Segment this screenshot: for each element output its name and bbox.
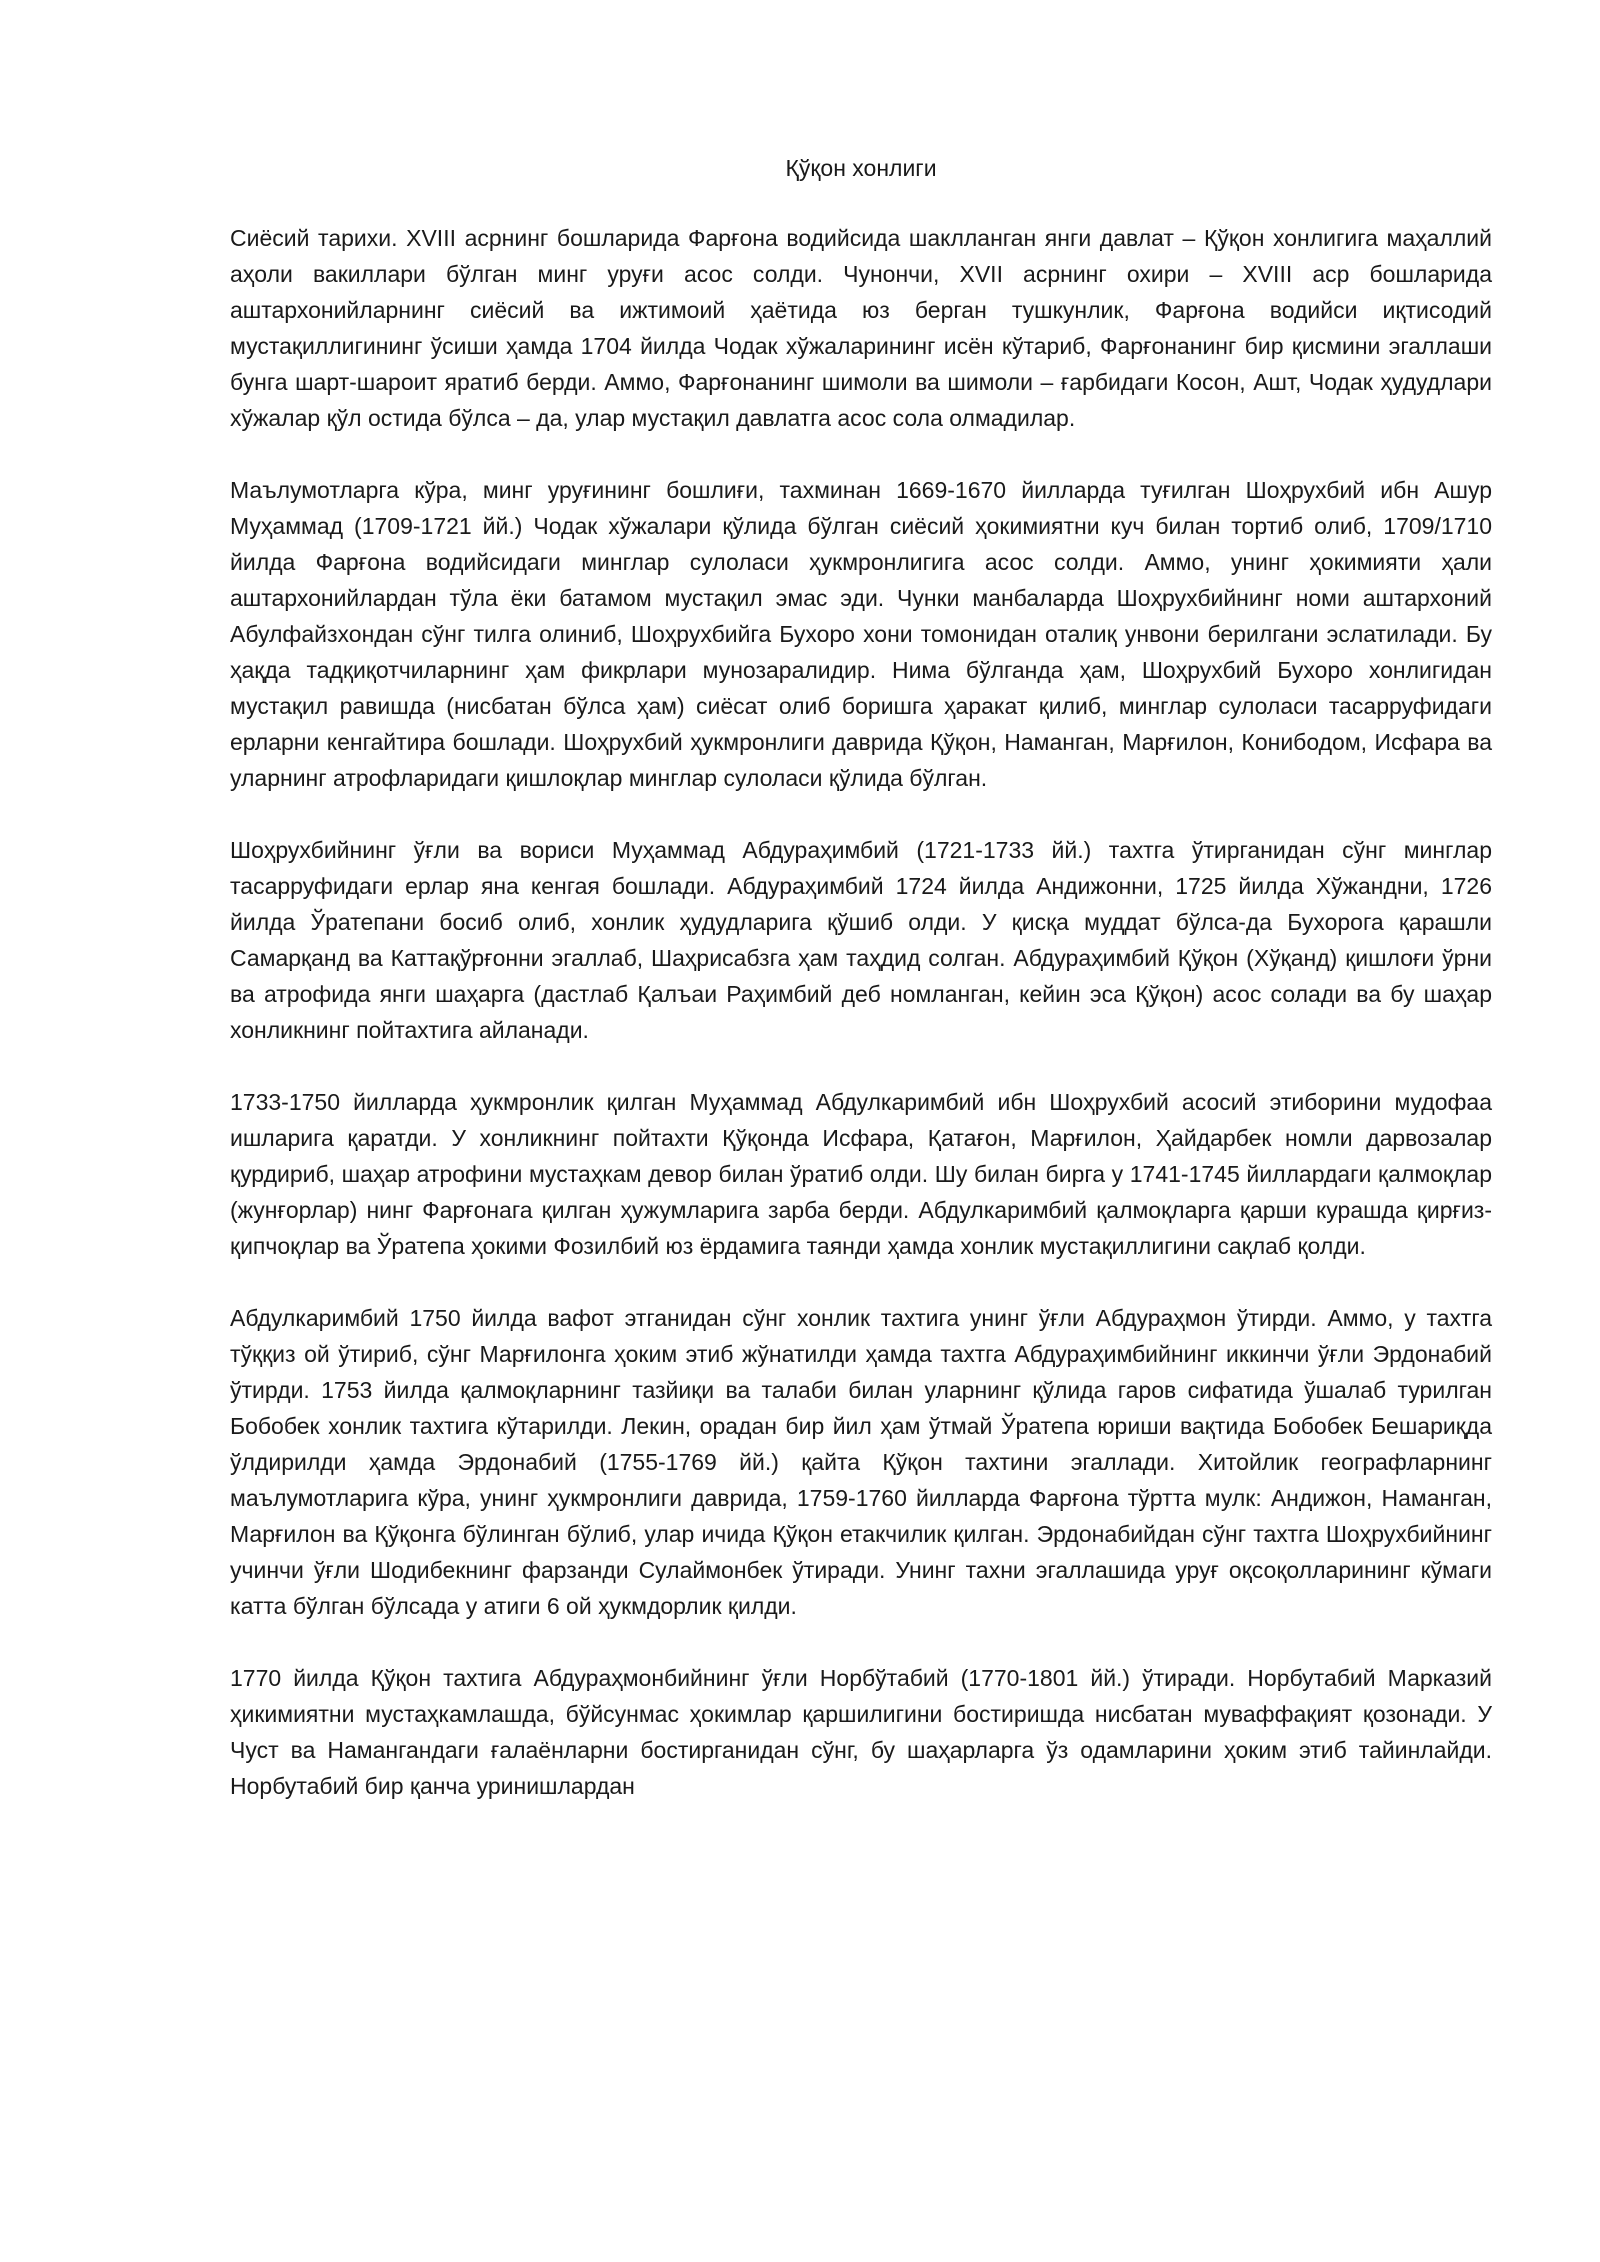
paragraph-4: 1733-1750 йилларда ҳукмронлик қилган Муҳаммад Абдулкаримбий ибн Шоҳрухбий асосий этиборини мудофаа ишларига қаратди. У хонликнинг пойтахти Қўқонда Исфара, Қатағон, Марғилон, Ҳайдарбек номли дарвозалар қурдириб, шаҳар атрофини мустаҳкам девор билан ўратиб олди. Шу билан бирга у 1741-1745 йиллардаги қалмоқлар (жунғорлар) нинг Фарғонага қилган ҳужумларига зарба берди. Абдулкаримбий қалмоқларга қарши курашда қирғиз-қипчоқлар ва Ўратепа ҳокими Фозилбий юз ёрдамига таянди ҳамда хонлик мустақиллигини сақлаб қолди. (230, 1089, 1492, 1259)
document-title: Қўқон хонлиги (785, 155, 937, 181)
paragraph-6: 1770 йилда Қўқон тахтига Абдураҳмонбийнинг ўғли Норбўтабий (1770-1801 йй.) ўтиради. Норбутабий Марказий ҳикимиятни мустаҳкамлашда, бўйсунмас ҳокимлар қаршилигини бостиришда нисбатан муваффақият қозонади. У Чуст ва Намангандаги ғалаёнларни бостирганидан сўнг, бу шаҳарларга ўз одамларини ҳоким этиб тайинлайди. Норбутабий бир қанча уринишлардан (230, 1665, 1492, 1799)
document-page (230, 150, 1492, 1840)
paragraph-1: Сиёсий тарихи. XVIII асрнинг бошларида Фарғона водийсида шаклланган янги давлат – Қўқон хонлигига маҳаллий аҳоли вакиллари бўлган минг уруғи асос солди. Чунончи, XVII асрнинг охири – XVIII аср бошларида аштархонийларнинг сиёсий ва ижтимоий ҳаётида юз берган тушкунлик, Фарғона водийси иқтисодий мустақиллигининг ўсиши ҳамда 1704 йилда Чодак хўжаларининг исён кўтариб, Фарғонанинг бир қисмини эгаллаши бунга шарт-шароит яратиб берди. Аммо, Фарғонанинг шимоли ва шимоли – ғарбидаги Косон, Ашт, Чодак ҳудудлари хўжалар қўл остида бўлса – да, улар мустақил давлатга асос сола олмадилар. (230, 225, 1492, 431)
paragraph-5: Абдулкаримбий 1750 йилда вафот этганидан сўнг хонлик тахтига унинг ўғли Абдураҳмон ўтирди. Аммо, у тахтга тўққиз ой ўтириб, сўнг Марғилонга ҳоким этиб жўнатилди ҳамда тахтга Абдураҳимбийнинг иккинчи ўғли Эрдонабий ўтирди. 1753 йилда қалмоқларнинг тазйиқи ва талаби билан уларнинг қўлида гаров сифатида ўшалаб турилган Бобобек хонлик тахтига кўтарилди. Лекин, орадан бир йил ҳам ўтмай Ўратепа юриши вақтида Бобобек Бешариқда ўлдирилди ҳамда Эрдонабий (1755-1769 йй.) қайта Қўқон тахтини эгаллади. Хитойлик географларнинг маълумотларига кўра, унинг ҳукмронлиги даврида, 1759-1760 йилларда Фарғона тўртта мулк: Андижон, Наманган, Марғилон ва Қўқонга бўлинган бўлиб, улар ичида Қўқон етакчилик қилган. Эрдонабийдан сўнг тахтга Шоҳрухбийнинг учинчи ўғли Шодибекнинг фарзанди Сулаймонбек ўтиради. Унинг тахни эгаллашида уруғ оқсоқолларининг кўмаги катта бўлган бўлсада у атиги 6 ой ҳукмдорлик қилди. (230, 1305, 1492, 1619)
paragraph-2: Маълумотларга кўра, минг уруғининг бошлиғи, тахминан 1669-1670 йилларда туғилган Шоҳрухбий ибн Ашур Муҳаммад (1709-1721 йй.) Чодак хўжалари қўлида бўлган сиёсий ҳокимиятни куч билан тортиб олиб, 1709/1710 йилда Фарғона водийсидаги минглар сулоласи ҳукмронлигига асос солди. Аммо, унинг ҳокимияти ҳали аштархонийлардан тўла ёки батамом мустақил эмас эди. Чунки манбаларда Шоҳрухбийнинг номи аштархоний Абулфайзхондан сўнг тилга олиниб, Шоҳрухбийга Бухоро хони томонидан оталиқ унвони берилгани эслатилади. Бу ҳақда тадқиқотчиларнинг ҳам фикрлари мунозаралидир. Нима бўлганда ҳам, Шоҳрухбий Бухоро хонлигидан мустақил равишда (нисбатан бўлса ҳам) сиёсат олиб боришга ҳаракат қилиб, минглар сулоласи тасарруфидаги ерларни кенгайтира бошлади. Шоҳрухбий ҳукмронлиги даврида Қўқон, Наманган, Марғилон, Конибодом, Исфара ва уларнинг атрофларидаги қишлоқлар минглар сулоласи қўлида бўлган. (230, 477, 1492, 791)
paragraph-3: Шоҳрухбийнинг ўғли ва вориси Муҳаммад Абдураҳимбий (1721-1733 йй.) тахтга ўтирганидан сўнг минглар тасарруфидаги ерлар яна кенгая бошлади. Абдураҳимбий 1724 йилда Андижонни, 1725 йилда Хўжандни, 1726 йилда Ўратепани босиб олиб, хонлик ҳудудларига қўшиб олди. У қисқа муддат бўлса-да Бухорога қарашли Самарқанд ва Каттақўрғонни эгаллаб, Шаҳрисабзга ҳам таҳдид солган. Абдураҳимбий Қўқон (Хўқанд) қишлоғи ўрни ва атрофида янги шаҳарга (дастлаб Қалъаи Раҳимбий деб номланган, кейин эса Қўқон) асос солади ва бу шаҳар хонликнинг пойтахтига айланади. (230, 837, 1492, 1043)
